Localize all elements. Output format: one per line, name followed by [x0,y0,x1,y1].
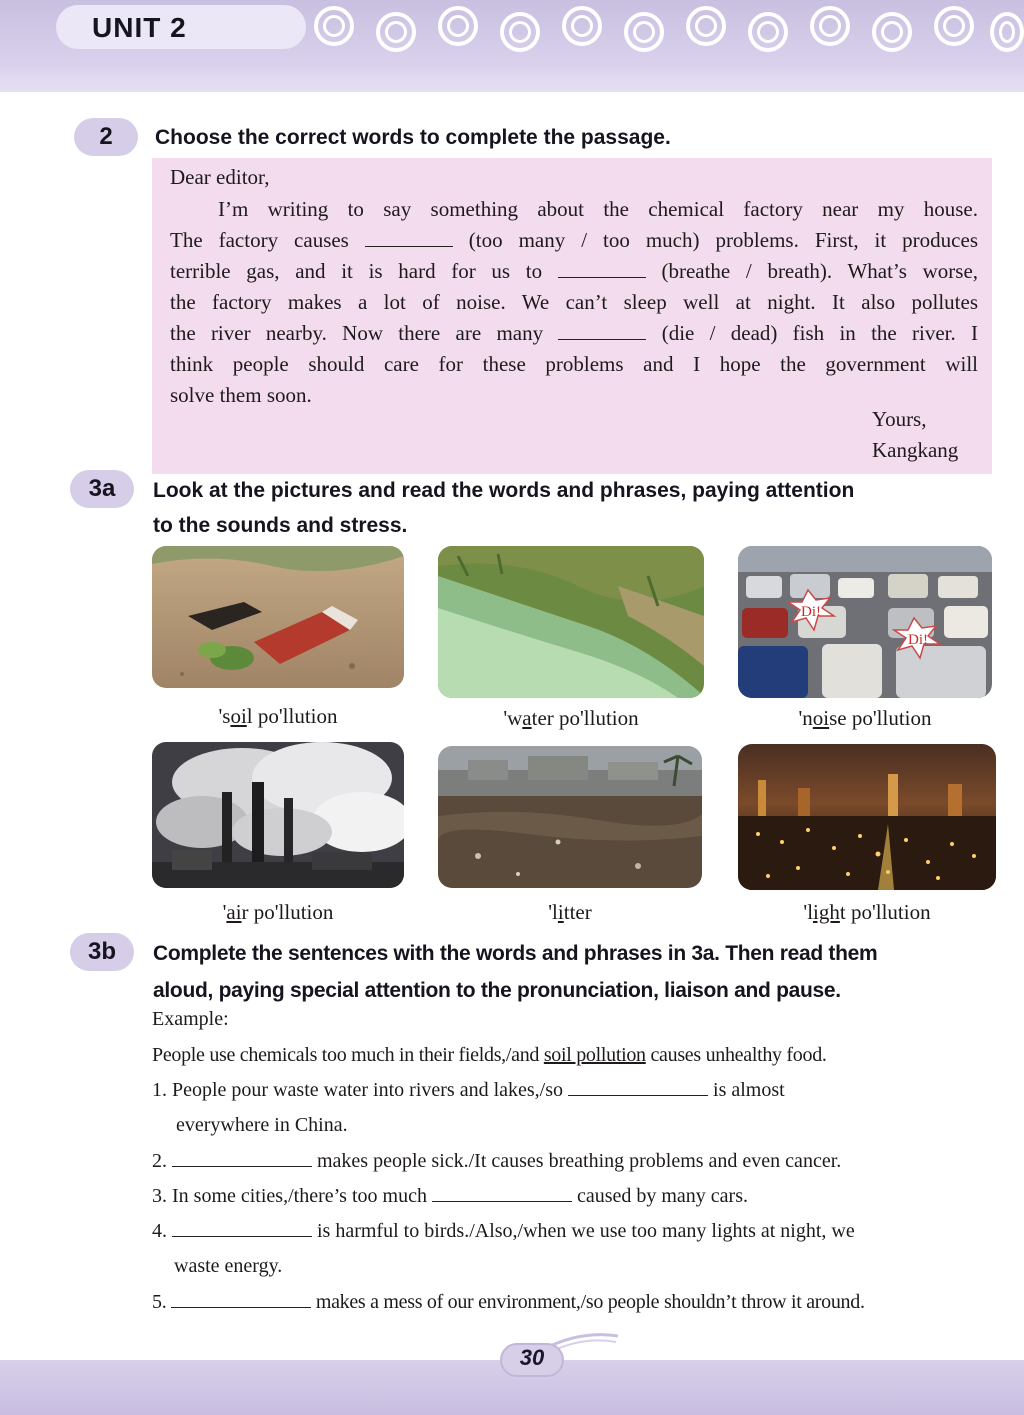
letter-line [170,225,978,256]
sentence-text: caused by many cars. [576,1185,748,1207]
letter-text: terrible gas, and it is hard for us to [170,259,543,283]
ring-icon [810,6,850,46]
letter-closing: Yours, [872,407,927,431]
caption-noise-pollution [738,706,992,731]
example-answer: soil pollution [543,1044,646,1066]
fill-blank[interactable] [558,321,646,340]
caption-water-pollution [438,706,704,731]
exercise-instruction: Choose the correct words to complete the passage. [155,126,671,149]
letter-line: solve them soon. [170,383,312,407]
caption-part: l po'llution [246,704,338,728]
letter-text: (die / dead) fish in the river. I [661,321,979,345]
caption-stressed-sound: ai [226,900,242,924]
caption-air-pollution [152,900,404,925]
sentence-number: 2. [152,1150,167,1172]
caption-litter [438,900,702,925]
caption-part: 'w [503,706,523,730]
sentence-4-continued: waste energy. [174,1255,283,1277]
sentence-text: 1. People pour waste water into rivers and lakes,/so [152,1079,564,1101]
exercise-number-badge: 2 [74,118,138,156]
exercise-instruction: Complete the sentences with the words and phrases in 3a. Then read them [153,942,878,965]
letter-line: the factory makes a lot of noise. We can’t sleep well at night. It also pollutes [170,290,978,314]
ring-icon [748,12,788,52]
litter-photo [438,746,702,888]
air-pollution-photo [152,742,404,888]
example-label: Example: [152,1008,229,1030]
exercise-number-badge: 3b [70,933,134,971]
caption-stressed-sound: oi [812,706,830,730]
sentence-2 [152,1146,841,1176]
noise-pollution-photo [738,546,992,698]
example-sentence [152,1040,827,1070]
letter-text: (breathe / breath). What’s worse, [661,259,979,283]
unit-title: UNIT 2 [92,12,187,43]
exercise-instruction: to the sounds and stress. [153,514,408,537]
caption-part: t po'llution [839,900,931,924]
letter-text: The factory causes [170,228,349,252]
letter-line: I’m writing to say something about the chemical factory near my house. [218,197,978,221]
fill-blank[interactable] [558,259,646,278]
sentence-number: 4. [152,1220,167,1242]
light-pollution-photo [738,744,996,890]
sentence-5 [152,1287,865,1317]
soil-pollution-photo [152,546,404,688]
ring-icon [500,12,540,52]
sentence-text: makes a mess of our environment,/so people shouldn’t throw it around. [315,1291,865,1313]
sentence-text: is harmful to birds./Also,/when we use too many lights at night, we [317,1220,855,1242]
caption-part: ' [222,900,227,924]
caption-part: 's [218,704,231,728]
letter-line [170,318,978,349]
letter-salutation: Dear editor, [170,165,270,189]
fill-blank[interactable] [568,1077,708,1096]
caption-part: 'n [798,706,813,730]
sentence-text: causes unhealthy food. [645,1044,827,1066]
caption-soil-pollution [152,704,404,729]
horn-label-right: Di! [908,632,928,648]
ring-icon [562,6,602,46]
sentence-3 [152,1181,748,1211]
sentence-1-continued: everywhere in China. [176,1114,348,1136]
ring-icon [934,6,974,46]
sentence-text: People use chemicals too much in their fields,/and [152,1044,544,1066]
caption-part: tter [563,900,592,924]
caption-part: 'l [803,900,814,924]
caption-light-pollution [738,900,996,925]
sentence-4 [152,1216,855,1246]
letter-line [170,256,978,287]
ring-icon [686,6,726,46]
letter-signature: Kangkang [872,438,959,462]
fill-blank[interactable] [172,1148,312,1167]
caption-stressed-sound: i [557,900,564,924]
sentence-text: makes people sick./It causes breathing problems and even cancer. [317,1150,842,1172]
ring-icon [314,6,354,46]
letter-text: (too many / too much) problems. First, it produces [468,228,978,252]
sentence-1 [152,1075,785,1105]
ring-icon [376,12,416,52]
ring-icon [438,6,478,46]
letter-line: think people should care for these problems and I hope the government will [170,352,978,376]
ring-icon [624,12,664,52]
exercise-instruction: Look at the pictures and read the words and phrases, paying attention [153,479,855,502]
fill-blank[interactable] [365,228,453,247]
exercise-number-badge: 3a [70,470,134,508]
water-pollution-photo [438,546,704,698]
ring-icon [872,12,912,52]
caption-part: ter po'llution [531,706,639,730]
caption-part: se po'llution [829,706,932,730]
caption-stressed-sound: oi [230,704,247,728]
exercise-instruction: aloud, paying special attention to the pronunciation, liaison and pause. [153,979,841,1002]
sentence-number: 5. [152,1291,167,1313]
caption-stressed-sound: igh [813,900,840,924]
fill-blank[interactable] [432,1183,572,1202]
sentence-text: is almost [713,1079,785,1101]
ring-icon [990,12,1024,52]
caption-part: r po'llution [241,900,334,924]
caption-part: 'l [548,900,558,924]
caption-stressed-sound: a [522,706,532,730]
page-number: 30 [519,1345,545,1370]
letter-text: the river nearby. Now there are many [170,321,544,345]
fill-blank[interactable] [171,1289,311,1308]
horn-label-left: Di! [801,604,821,620]
fill-blank[interactable] [172,1218,312,1237]
sentence-text: 3. In some cities,/there’s too much [152,1185,427,1207]
